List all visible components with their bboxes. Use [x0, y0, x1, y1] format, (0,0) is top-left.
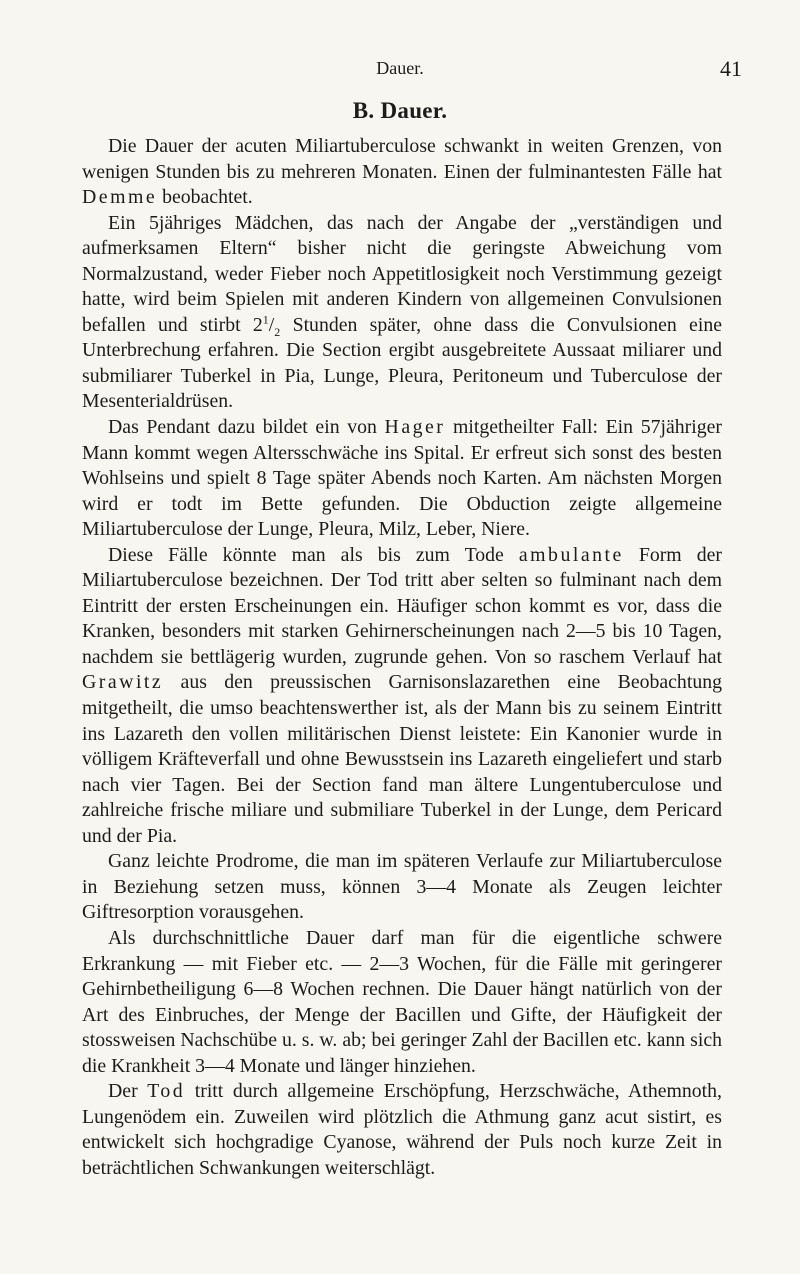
body-text	[82, 134, 722, 1181]
paragraph-7: Der Tod tritt durch allgemeine Erschöpfung, Herzschwäche, Athemnoth, Lungenödem ein. Zuweilen wird plötzlich die Athmung ganz acut sistirt, es entwickelt sich hochgradige Cyanose, während der Puls noch kurze Zeit in beträchtlichen Schwankungen weiterschlägt.	[82, 1080, 722, 1179]
running-head	[0, 56, 800, 82]
section-heading: B. Dauer.	[352, 98, 448, 123]
emphasis-tod: Tod	[147, 1080, 186, 1103]
paragraph-2: Ein 5jähriges Mädchen, das nach der Angabe der „verständigen und aufmerksamen Eltern“ bisher nicht die geringste Abweichung vom Normalzustand, weder Fieber noch Appetitlosigkeit noch Verstimmung gezeigt hatte, wird beim Spielen mit anderen Kindern von allgemeinen Convulsionen befallen und stirbt $2^1/_2$ Stunden später, ohne dass die Convulsionen eine Unterbrechung erfahren. Die Section ergibt ausgebreitete Aussaat miliarer und submiliarer Tuberkel in Pia, Lunge, Pleura, Peritoneum und Tuberculose der Mesenterialdrüsen.	[82, 211, 723, 413]
author-name-hager: Hager	[384, 416, 446, 439]
paragraph-3: Das Pendant dazu bildet ein von Hager mitgetheilter Fall: Ein 57jähriger Mann kommt wegen Altersschwäche ins Spital. Er erfreut sich sonst des besten Wohlseins und spielt 8 Tage später Abends noch Karten. Am nächsten Morgen wird er todt im Bette gefunden. Die Obduction zeigte allgemeine Miliartuberculose der Lunge, Pleura, Milz, Leber, Niere.	[82, 416, 722, 541]
paragraph-6: Als durchschnittliche Dauer darf man für die eigentliche schwere Erkrankung — mit Fieber etc. — 2—3 Wochen, für die Fälle mit geringerer Gehirnbetheiligung 6—8 Wochen rechnen. Die Dauer hängt natürlich von der Art des Einbruches, der Menge der Bacillen und Gifte, der Häufigkeit der stossweisen Nachschübe u. s. w. ab; bei geringer Zahl der Bacillen etc. kann sich die Krankheit 3—4 Monate und länger hinziehen.	[82, 926, 722, 1077]
paragraph-4: Diese Fälle könnte man als bis zum Tode ambulante Form der Miliartuberculose bezeichnen. Der Tod tritt aber selten so fulminant nach dem Eintritt der ersten Erscheinungen ein. Häufiger schon kommt es vor, dass die Kranken, besonders mit starken Gehirnerscheinungen nach 2—5 bis 10 Tagen, nachdem sie bettlägerig wurden, zugrunde gehen. Von so raschem Verlauf hat Grawitz aus den preussischen Garnisonslazarethen eine Beobachtung mitgetheilt, die umso beachtenswerther ist, als der Mann bis zu seinem Eintritt ins Lazareth den vollen militärischen Dienst leistete: Ein Kanonier wurde in völligem Kräfteverfall und ohne Bewusstsein ins Lazareth eingeliefert und starb nach vier Tagen. Bei der Section fand man ältere Lungentuberculose und zahlreiche frische miliare und submiliare Tuberkel in der Lunge, dem Pericard und der Pia.	[82, 543, 722, 847]
fraction-slash: /	[268, 313, 275, 336]
author-name-demme: Demme	[82, 186, 158, 209]
fraction-denominator: 2	[274, 324, 281, 339]
author-name-grawitz: Grawitz	[82, 671, 164, 694]
fraction-numerator: 1	[262, 312, 269, 327]
paragraph-1: Die Dauer der acuten Miliartuberculose schwankt in weiten Grenzen, von wenigen Stunden bis zu mehreren Monaten. Einen der fulminantesten Fälle hat Demme beobachtet.	[82, 135, 722, 209]
paragraph-5: Ganz leichte Prodrome, die man im späteren Verlaufe zur Miliartuberculose in Beziehung setzen muss, können 3—4 Monate als Zeugen leichter Giftresorption vorausgehen.	[82, 850, 722, 924]
emphasis-ambulante: ambulante	[518, 543, 624, 566]
page-number: 41	[720, 56, 742, 81]
running-title: Dauer.	[376, 58, 424, 78]
